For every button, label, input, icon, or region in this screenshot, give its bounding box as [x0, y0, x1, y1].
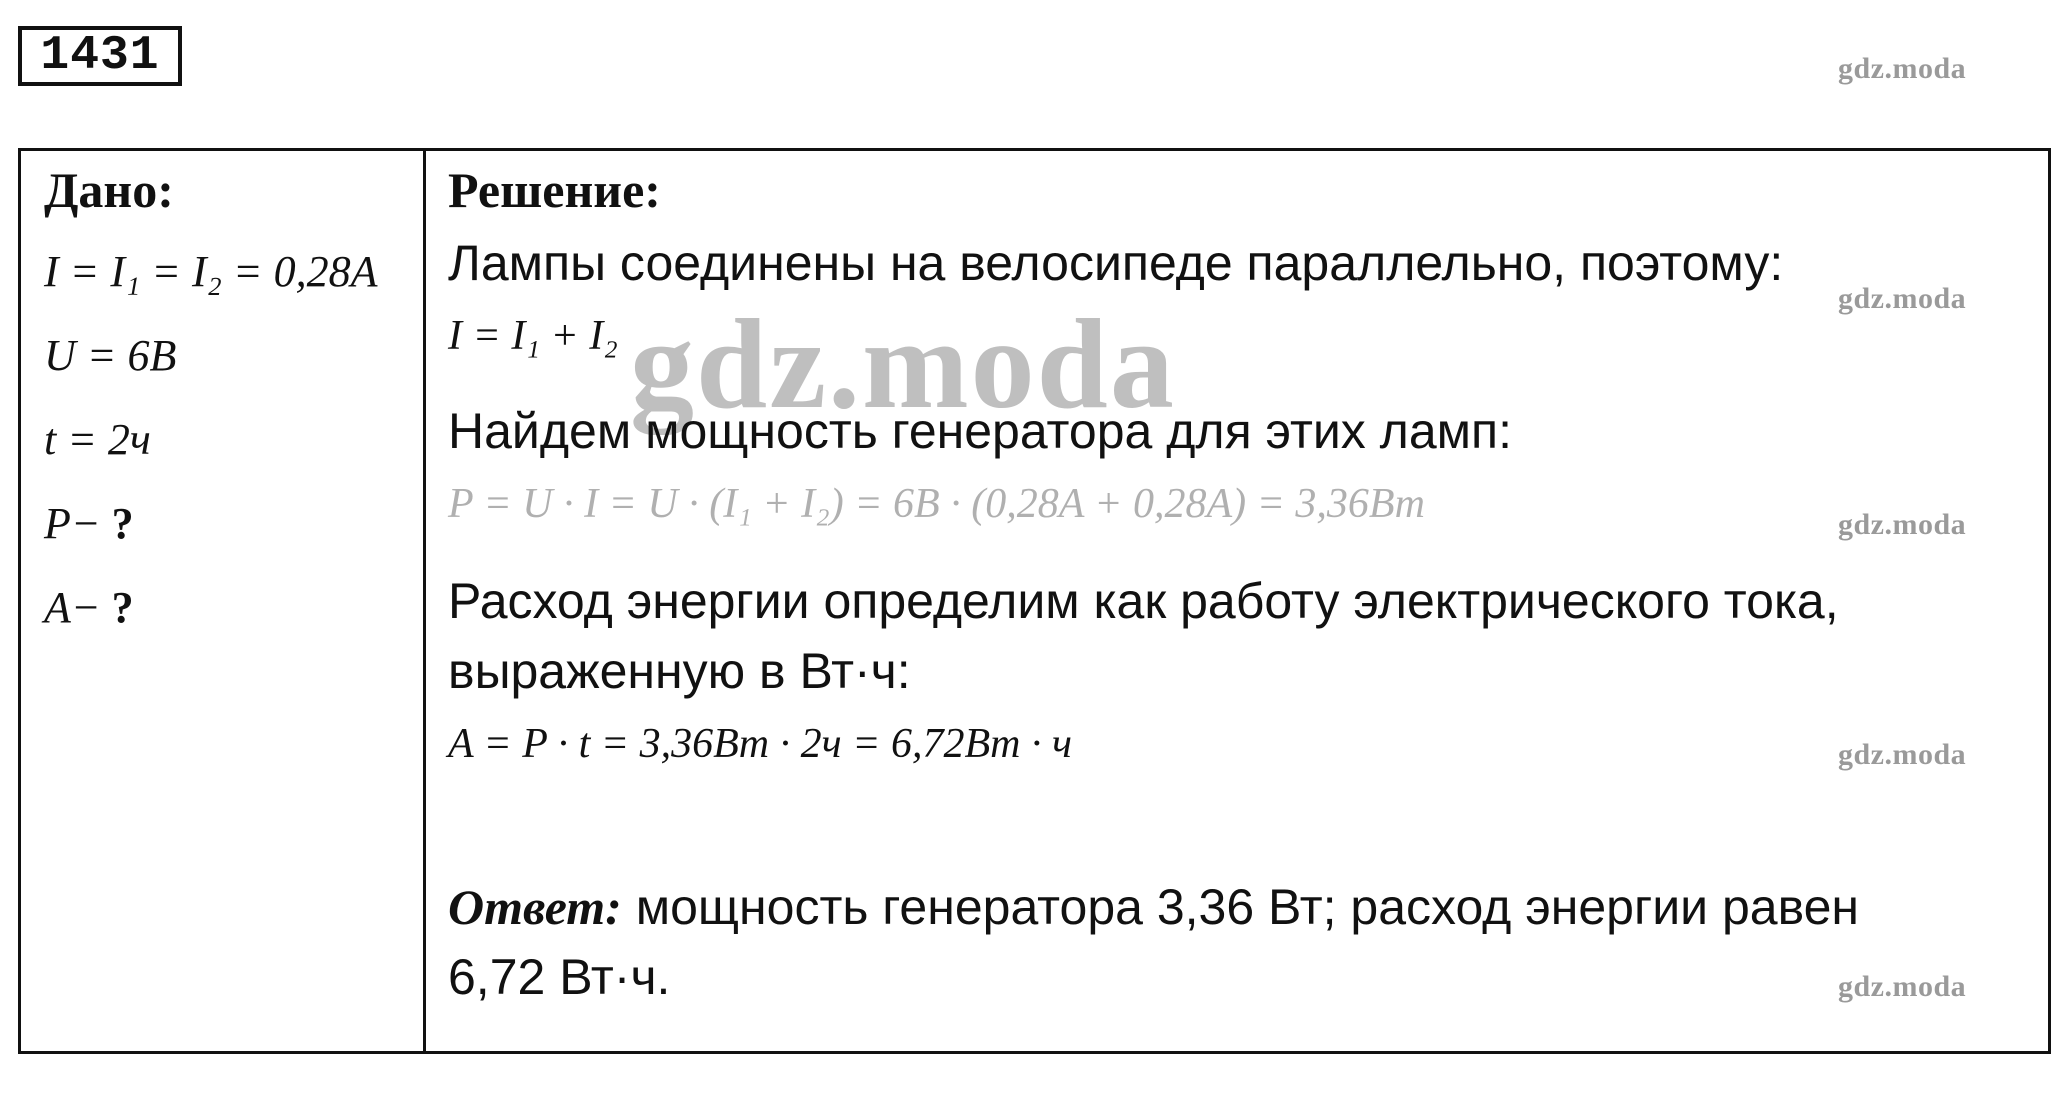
question-mark: ?: [111, 499, 134, 548]
solution-line-energy-a: Расход энергии определим как работу электрического тока,: [448, 573, 1839, 629]
problem-number: 1431: [18, 26, 182, 86]
watermark-center: gdz.moda: [630, 293, 1176, 435]
given-work-unknown: [44, 576, 414, 660]
power-symbol: P−: [44, 499, 101, 548]
given-time: t = 2ч: [44, 415, 151, 464]
answer-text-a: мощность генератора 3,36 Вт; расход энергии равен: [621, 879, 1859, 935]
formula-current-sum: I = I₁ + I₂: [448, 313, 618, 359]
solution-line-power: Найдем мощность генератора для этих ламп:: [448, 403, 1512, 459]
watermark-right-3: gdz.moda: [1838, 738, 1967, 771]
solution-line-energy-b: выраженную в Вт·ч:: [448, 643, 911, 699]
given-column: [44, 160, 414, 660]
answer-line-a: [448, 872, 2028, 942]
question-mark: ?: [111, 583, 134, 632]
solution-line-parallel: Лампы соединены на велосипеде параллельно, поэтому:: [448, 235, 1784, 291]
given-current: I = I₁ = I₂ = 0,28A: [44, 247, 378, 296]
solution-title: Решение:: [448, 162, 661, 218]
watermark-bottom: gdz.moda: [1838, 970, 1967, 1003]
solution-column: [448, 160, 2028, 1012]
answer-label: Ответ:: [448, 879, 622, 935]
given-power-unknown: [44, 492, 414, 576]
column-divider: [423, 148, 426, 1054]
formula-power: P = U · I = U · (I₁ + I₂) = 6B · (0,28A + 0,28A) = 3,36Bm: [448, 481, 1425, 527]
watermark-right-2: gdz.moda: [1838, 508, 1967, 541]
given-title: Дано:: [44, 162, 174, 218]
work-symbol: A−: [44, 583, 101, 632]
watermark-right-1: gdz.moda: [1838, 282, 1967, 315]
given-voltage: U = 6B: [44, 331, 177, 380]
answer-line-b: 6,72 Вт·ч.: [448, 949, 671, 1005]
watermark-top: gdz.moda: [1838, 52, 1967, 85]
formula-energy: A = P · t = 3,36Bm · 2ч = 6,72Bm · ч: [448, 721, 1073, 767]
